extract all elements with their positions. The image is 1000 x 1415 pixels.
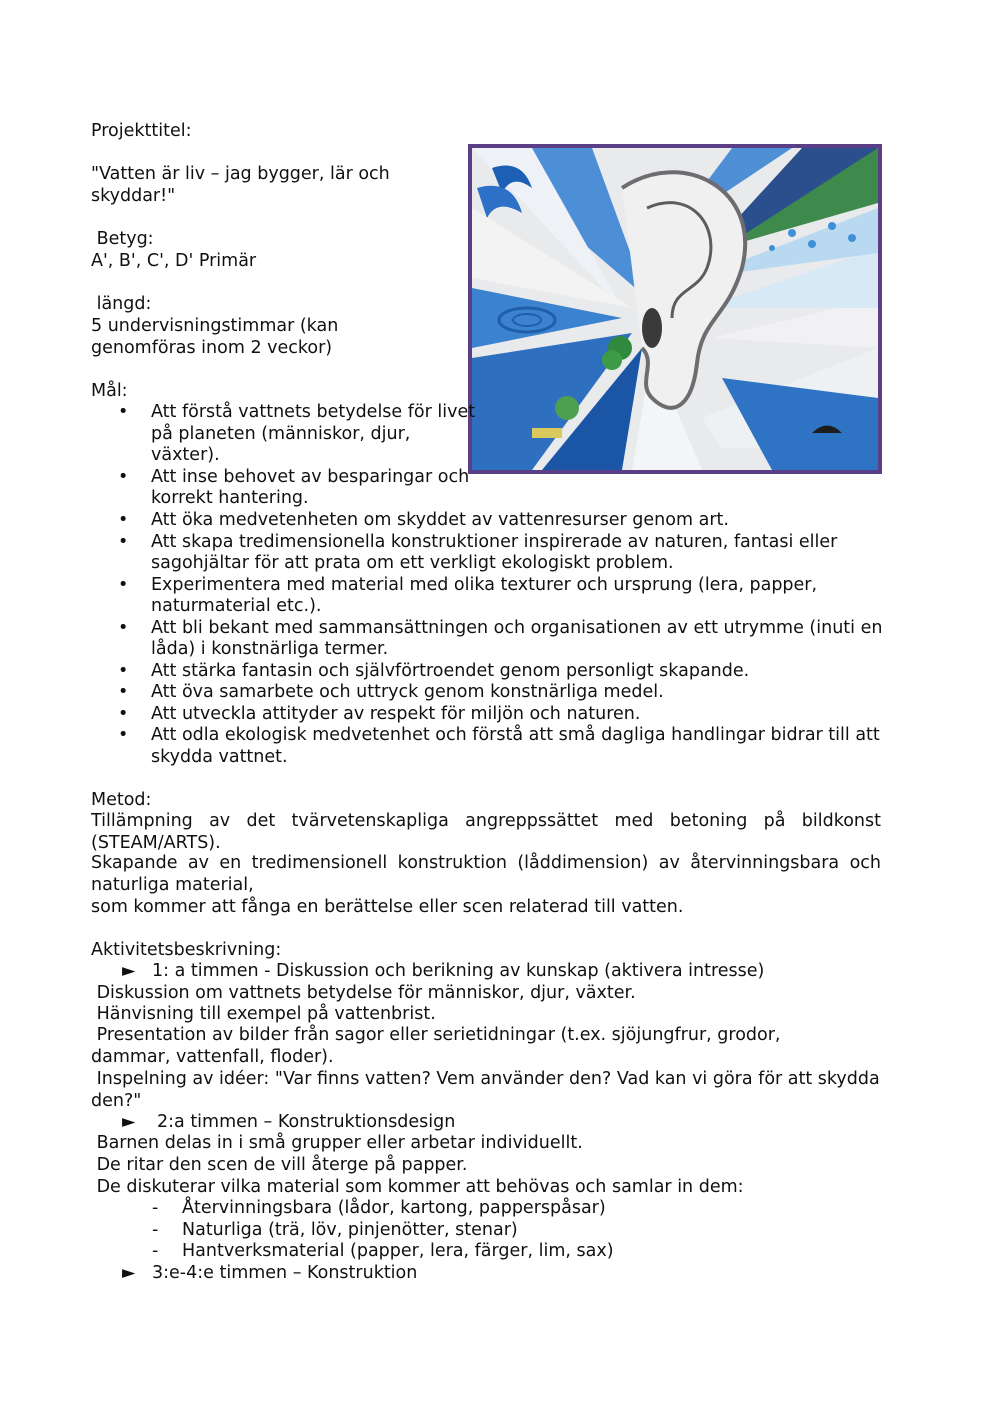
project-label: Projekttitel: [91,121,192,141]
hour-2-line: De diskuterar vilka material som kommer att behövas och samlar in dem: [91,1177,744,1197]
list-item: • Att inse behovet av besparingar och korrekt hantering. [118,466,470,508]
grade-label: Betyg: [91,229,154,249]
arrow-icon: ► [122,1112,136,1132]
hour-1-heading: 1: a timmen - Diskussion och berikning av kunskap (aktivera intresse) [152,961,765,981]
method-paragraph-1: Tillämpning av det tvärvetenskapliga angreppssättet med betoning på bildkonst (STEAM/ARTS). [91,811,881,853]
hour-3-heading: 3:e-4:e timmen – Konstruktion [152,1263,418,1283]
list-item: • Att förstå vattnets betydelse för livet på planeten (människor, djur, växter). [118,402,476,465]
length-value: 5 undervisningstimmar (kan genomföras inom 2 veckor) [91,316,339,358]
goals-list-narrow [91,402,481,510]
dash-marker: - [152,1198,159,1218]
hour-2-line: De ritar den scen de vill återge på papper. [91,1155,468,1175]
activities-label: Aktivitetsbeskrivning: [91,940,282,960]
material-item: Naturliga (trä, löv, pinjenötter, stenar) [182,1220,518,1240]
dash-marker: - [152,1220,159,1240]
list-item: • Att odla ekologisk medvetenhet och förstå att små dagliga handlingar bidrar till att skydda vattnet. [118,725,880,767]
material-item: Hantverksmaterial (papper, lera, färger, lim, sax) [182,1241,614,1261]
dash-marker: - [152,1241,159,1261]
project-title: "Vatten är liv – jag bygger, lär och skyddar!" [91,164,390,206]
method-label: Metod: [91,790,152,810]
goals-list [91,510,891,768]
grade-value: A', B', C', D' Primär [91,251,257,271]
arrow-icon: ► [122,1263,136,1283]
hour-1-line: Presentation av bilder från sagor eller serietidningar (t.ex. sjöjungfrur, grodor, dammar, vattenfall, floder). [91,1025,787,1067]
method-paragraph-3: som kommer att fånga en berättelse eller scen relaterad till vatten. [91,897,684,917]
list-item: • Experimentera med material med olika texturer och ursprung (lera, papper, naturmaterial etc.). [118,574,818,616]
list-item: • Att bli bekant med sammansättningen och organisationen av ett utrymme (inuti en låda) i konstnärliga termer. [118,617,883,659]
arrow-icon: ► [122,961,136,981]
hour-2-heading: 2:a timmen – Konstruktionsdesign [157,1112,456,1132]
ear-water-drawing [472,148,878,470]
artwork-image [468,144,882,474]
hour-1-line: Inspelning av idéer: "Var finns vatten? Vem använder den? Vad kan vi göra för att skydda den?" [91,1069,886,1111]
list-item: • Att öva samarbete och uttryck genom konstnärliga medel. [118,682,664,702]
length-label: längd: [91,294,152,314]
material-item: Återvinningsbara (lådor, kartong, papperspåsar) [182,1198,606,1218]
list-item: • Att öka medvetenheten om skyddet av vattenresurser genom art. [118,510,729,530]
goals-label: Mål: [91,381,128,401]
list-item: • Att stärka fantasin och självförtroendet genom personligt skapande. [118,660,750,681]
hour-2-line: Barnen delas in i små grupper eller arbetar individuellt. [91,1133,583,1153]
list-item: • Att skapa tredimensionella konstruktioner inspirerade av naturen, fantasi eller sagohjältar för att prata om ett verkligt ekologiskt problem. [118,531,838,573]
hour-1-line: Hänvisning till exempel på vattenbrist. [91,1004,436,1024]
list-item: • Att utveckla attityder av respekt för miljön och naturen. [118,703,641,724]
method-paragraph-2: Skapande av en tredimensionell konstruktion (låddimension) av återvinningsbara och naturliga material, [91,853,881,895]
hour-1-line: Diskussion om vattnets betydelse för människor, djur, växter. [91,983,636,1003]
